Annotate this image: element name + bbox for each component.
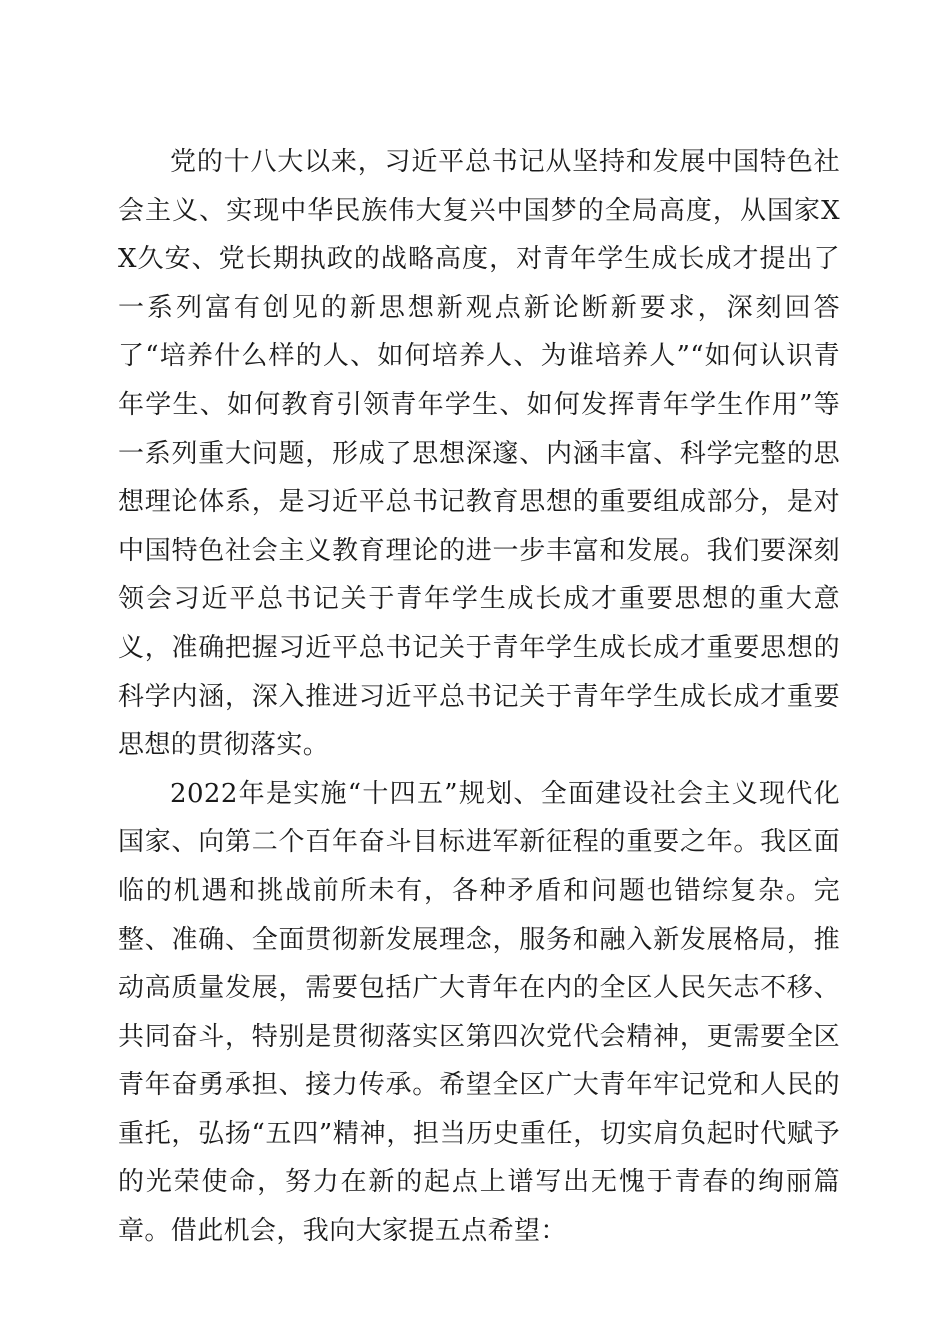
document-body <box>118 138 840 1256</box>
paragraph-1: 党的十八大以来，习近平总书记从坚持和发展中国特色社会主义、实现中华民族伟大复兴中国梦的全局高度，从国家XX久安、党长期执政的战略高度，对青年学生成长成才提出了一系列富有创见的新思想新观点新论断新要求，深刻回答了“培养什么样的人、如何培养人、为谁培养人”“如何认识青年学生、如何教育引领青年学生、如何发挥青年学生作用”等一系列重大问题，形成了思想深邃、内涵丰富、科学完整的思想理论体系，是习近平总书记教育思想的重要组成部分，是对中国特色社会主义教育理论的进一步丰富和发展。我们要深刻领会习近平总书记关于青年学生成长成才重要思想的重大意义，准确把握习近平总书记关于青年学生成长成才重要思想的科学内涵，深入推进习近平总书记关于青年学生成长成才重要思想的贯彻落实。 <box>118 147 840 761</box>
paragraph-2: 2022年是实施“十四五”规划、全面建设社会主义现代化国家、向第二个百年奋斗目标进军新征程的重要之年。我区面临的机遇和挑战前所未有，各种矛盾和问题也错综复杂。完整、准确、全面贯彻新发展理念，服务和融入新发展格局，推动高质量发展，需要包括广大青年在内的全区人民矢志不移、共同奋斗，特别是贯彻落实区第四次党代会精神，更需要全区青年奋勇承担、接力传承。希望全区广大青年牢记党和人民的重托，弘扬“五四”精神，担当历史重任，切实肩负起时代赋予的光荣使命，努力在新的起点上谱写出无愧于青春的绚丽篇章。借此机会，我向大家提五点希望： <box>118 778 840 1247</box>
